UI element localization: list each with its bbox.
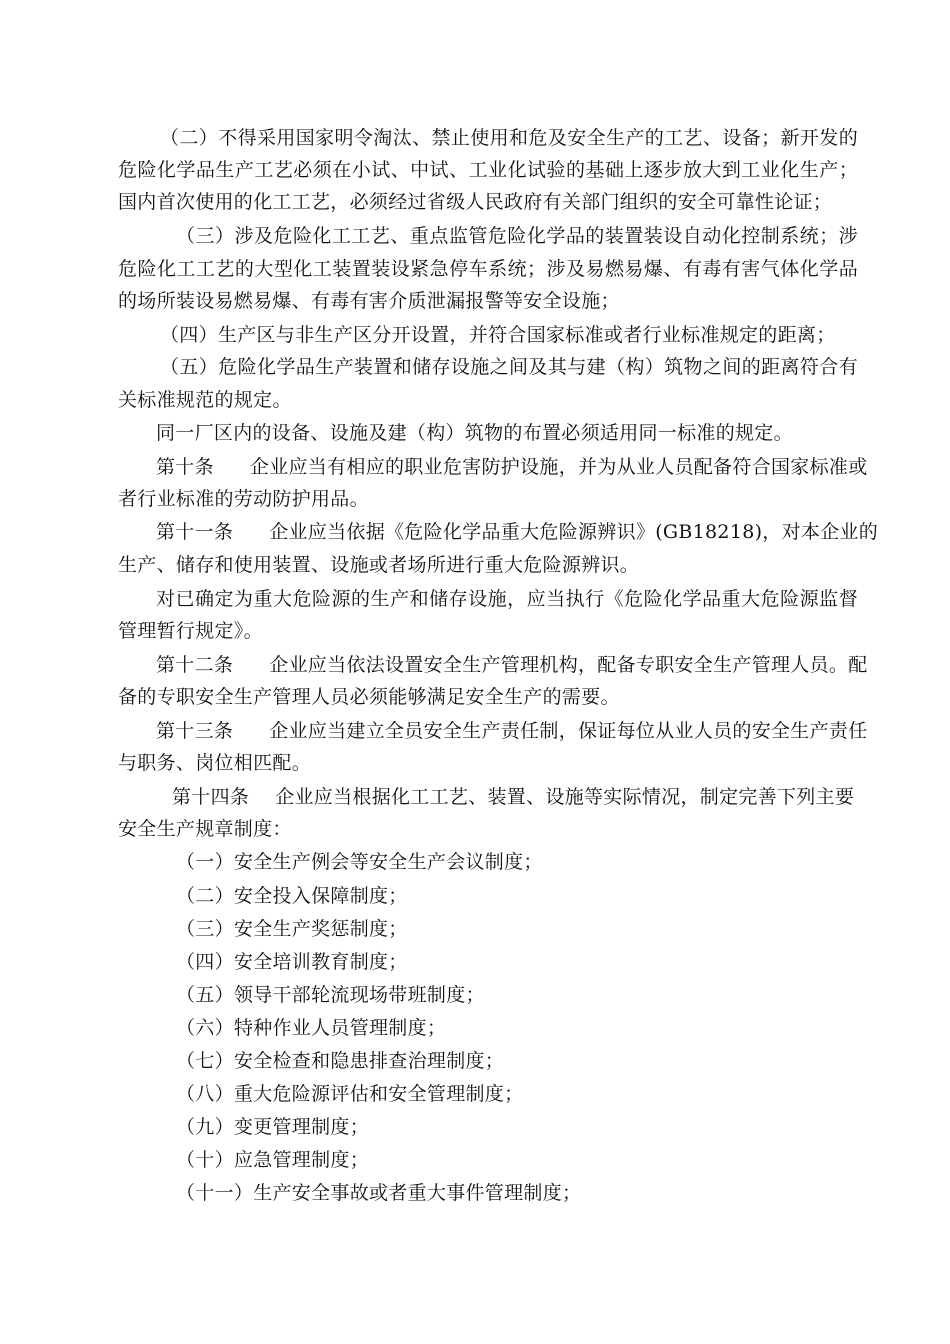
article-number: 第十四条 (172, 786, 250, 808)
paragraph-line: 安全生产规章制度： (118, 818, 292, 840)
paragraph-line: （三）涉及危险化工工艺、重点监管危险化学品的装置装设自动化控制系统；涉 (176, 225, 858, 247)
article-line (156, 652, 868, 678)
paragraph-line: 危险化学品生产工艺必须在小试、中试、工业化试验的基础上逐步放大到工业化生产； (118, 159, 858, 181)
article-line (156, 718, 868, 744)
paragraph-line: 生产、储存和使用装置、设施或者场所进行重大危险源辨识。 (118, 554, 640, 576)
article-text: 企业应当有相应的职业危害防护设施，并为从业人员配备符合国家标准或 (249, 456, 868, 478)
article-line (156, 454, 868, 480)
article-line (172, 784, 854, 810)
list-item: （十一）生产安全事故或者重大事件管理制度； (176, 1182, 582, 1204)
list-item: （一）安全生产例会等安全生产会议制度； (176, 851, 543, 873)
paragraph-line: 关标准规范的规定。 (118, 389, 292, 411)
article-number: 第十二条 (156, 654, 234, 676)
list-item: （六）特种作业人员管理制度； (176, 1017, 447, 1039)
paragraph-line: 对已确定为重大危险源的生产和储存设施，应当执行《危险化学品重大危险源监督 (156, 588, 858, 610)
list-item: （七）安全检查和隐患排查治理制度； (176, 1050, 505, 1072)
list-item: （五）领导干部轮流现场带班制度； (176, 984, 485, 1006)
article-text: 企业应当依据《危险化学品重大危险源辨识》(GB18218)，对本企业的 (269, 521, 879, 543)
article-number: 第十条 (156, 456, 214, 478)
article-text: 企业应当依法设置安全生产管理机构，配备专职安全生产管理人员。配 (269, 654, 868, 676)
list-item: （二）安全投入保障制度； (176, 885, 408, 907)
article-text: 企业应当建立全员安全生产责任制，保证每位从业人员的安全生产责任 (269, 720, 868, 742)
list-item: （四）安全培训教育制度； (176, 951, 408, 973)
paragraph-line: （五）危险化学品生产装置和储存设施之间及其与建（构）筑物之间的距离符合有 (160, 356, 858, 378)
list-item: （十）应急管理制度； (176, 1149, 370, 1171)
paragraph-line: 的场所装设易燃易爆、有毒有害介质泄漏报警等安全设施； (118, 290, 620, 312)
article-text: 企业应当根据化工工艺、装置、设施等实际情况，制定完善下列主要 (275, 786, 855, 808)
paragraph-line: 管理暂行规定》。 (118, 620, 263, 642)
list-item: （九）变更管理制度； (176, 1116, 370, 1138)
article-number: 第十三条 (156, 720, 234, 742)
list-item: （八）重大危险源评估和安全管理制度； (176, 1083, 524, 1105)
article-line (156, 519, 878, 545)
paragraph-line: （四）生产区与非生产区分开设置，并符合国家标准或者行业标准规定的距离； (160, 324, 836, 346)
paragraph-line: 危险化工工艺的大型化工装置装设紧急停车系统；涉及易燃易爆、有毒有害气体化学品 (118, 258, 858, 280)
paragraph-line: 者行业标准的劳动防护用品。 (118, 488, 369, 510)
paragraph-line: 同一厂区内的设备、设施及建（构）筑物的布置必须适用同一标准的规定。 (156, 422, 793, 444)
paragraph-line: 国内首次使用的化工工艺，必须经过省级人民政府有关部门组织的安全可靠性论证； (118, 191, 833, 213)
paragraph-line: 与职务、岗位相匹配。 (118, 752, 312, 774)
list-item: （三）安全生产奖惩制度； (176, 918, 408, 940)
paragraph-line: （二）不得采用国家明令淘汰、禁止使用和危及安全生产的工艺、设备；新开发的 (160, 127, 858, 149)
paragraph-line: 备的专职安全生产管理人员必须能够满足安全生产的需要。 (118, 686, 620, 708)
article-number: 第十一条 (156, 521, 234, 543)
